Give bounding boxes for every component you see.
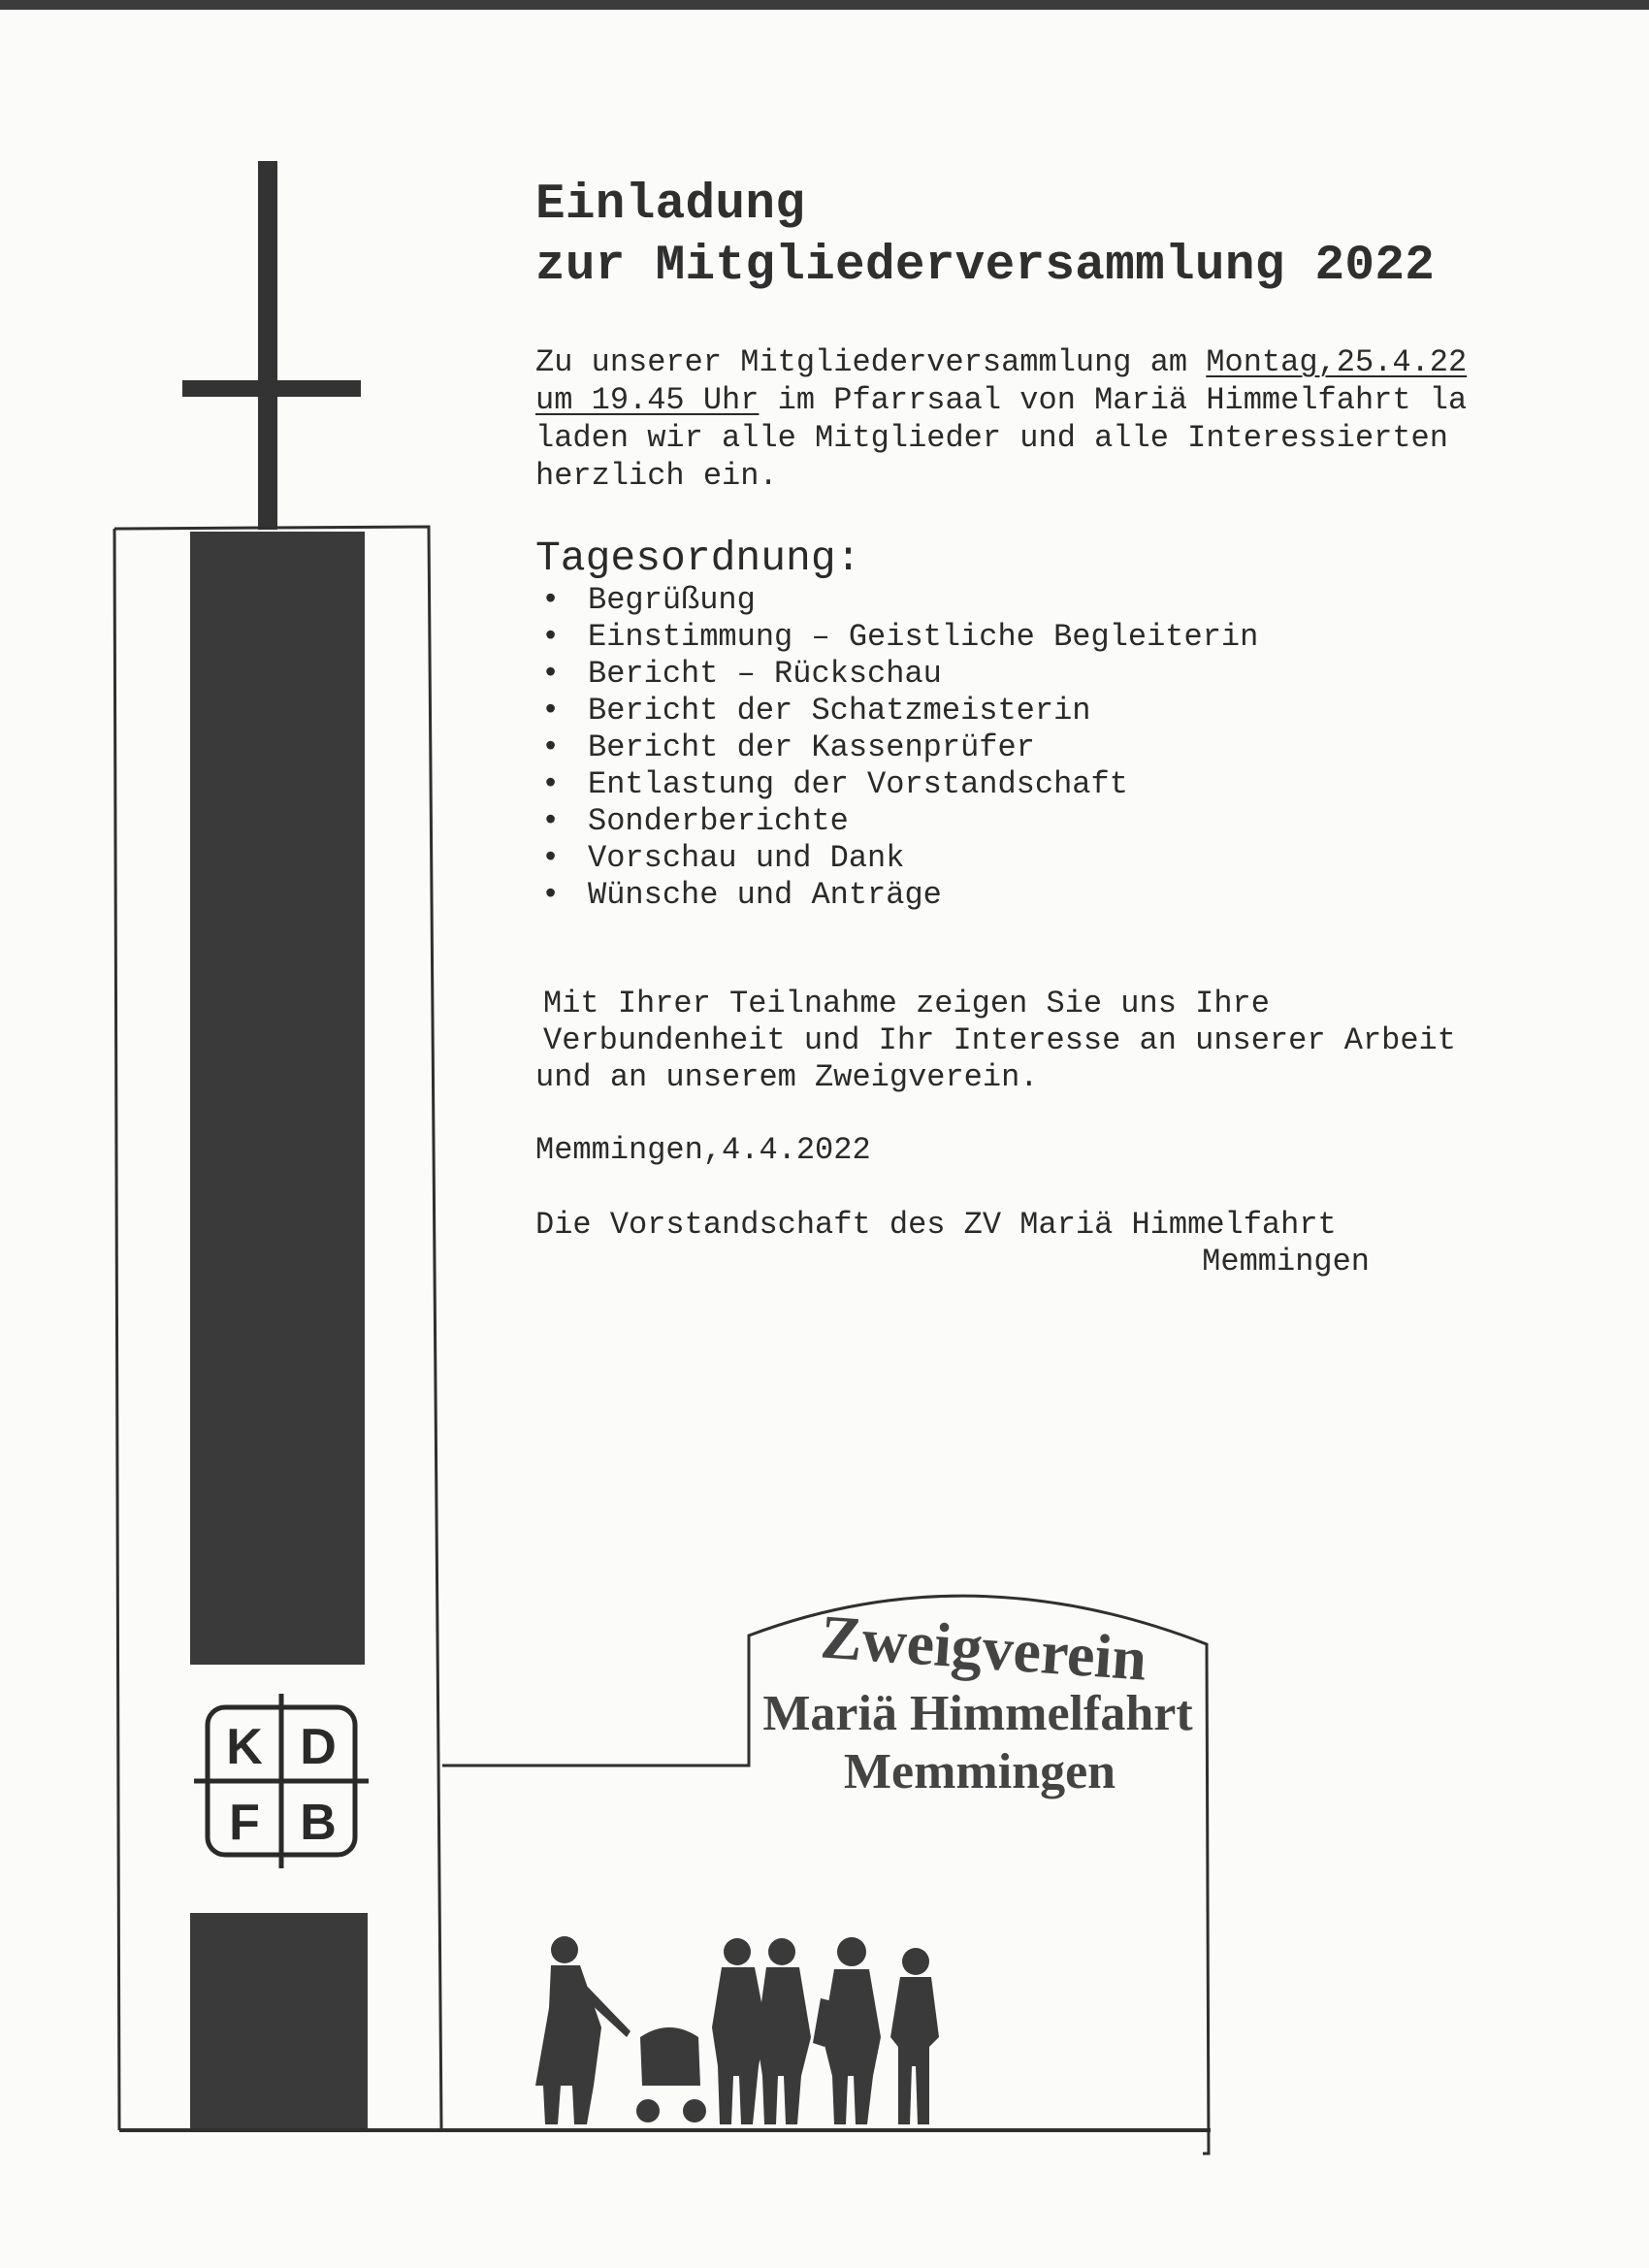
agenda-item: • Begrüßung	[535, 582, 1535, 619]
figure-woman-4	[813, 1937, 881, 2124]
intro-paragraph	[535, 343, 1535, 495]
kdfb-letter-b: B	[300, 1795, 337, 1851]
signature-line-2: Memmingen	[1202, 1244, 1370, 1280]
kdfb-letter-d: D	[300, 1719, 337, 1775]
figure-woman-5	[890, 1948, 939, 2124]
agenda-item: • Bericht der Schatzmeisterin	[535, 693, 1535, 729]
zweigverein-sign	[762, 1602, 1193, 1799]
agenda-heading: Tagesordnung:	[535, 535, 861, 582]
sign-line-zweigverein: Zweigverein	[818, 1602, 1149, 1694]
intro-text-start: Zu unserer Mitgliederversammlung am	[535, 344, 1207, 380]
people-silhouettes	[535, 1936, 939, 2124]
kdfb-badge	[194, 1694, 369, 1868]
closing-line-3: und an unserem Zweigverein.	[535, 1059, 1039, 1095]
figure-woman-with-pram	[535, 1936, 706, 2124]
intro-line-3: laden wir alle Mitglieder und alle Interessierten	[535, 420, 1448, 456]
tower-door	[190, 1913, 368, 2128]
closing-paragraph	[535, 986, 1535, 1096]
agenda-item: • Bericht – Rückschau	[535, 656, 1535, 693]
agenda-item: • Bericht der Kassenprüfer	[535, 729, 1535, 766]
signature-line-1: Die Vorstandschaft des ZV Mariä Himmelfahrt	[535, 1207, 1337, 1243]
place-date: Memmingen,4.4.2022	[535, 1132, 871, 1168]
tower-window-upper	[190, 532, 365, 1665]
sign-line-maria-himmelfahrt: Mariä Himmelfahrt	[762, 1686, 1193, 1741]
signature	[535, 1207, 1370, 1280]
cross-icon	[182, 161, 361, 530]
page-title	[535, 175, 1535, 297]
invitation-text	[535, 175, 1535, 1280]
kdfb-letter-k: K	[226, 1719, 263, 1775]
agenda-item: • Sonderberichte	[535, 803, 1535, 840]
sign-line-memmingen: Memmingen	[843, 1744, 1116, 1799]
title-line-2: zur Mitgliederversammlung 2022	[535, 239, 1436, 294]
title-line-1: Einladung	[535, 178, 806, 233]
meeting-date: Montag,25.4.22	[1206, 344, 1468, 380]
intro-location: im Pfarrsaal von Mariä Himmelfahrt la	[759, 382, 1468, 418]
figure-woman-3	[757, 1938, 811, 2124]
agenda-list	[535, 582, 1535, 914]
intro-line-4: herzlich ein.	[535, 458, 778, 494]
agenda-item: • Einstimmung – Geistliche Begleiterin	[535, 619, 1535, 656]
closing-line-2: Verbundenheit und Ihr Interesse an unserer Arbeit	[543, 1022, 1456, 1058]
meeting-time: um 19.45 Uhr	[535, 382, 760, 418]
agenda-item: • Entlastung der Vorstandschaft	[535, 766, 1535, 803]
agenda-item: • Vorschau und Dank	[535, 840, 1535, 877]
agenda-item: • Wünsche und Anträge	[535, 877, 1535, 914]
closing-line-1: Mit Ihrer Teilnahme zeigen Sie uns Ihre	[543, 986, 1270, 1021]
kdfb-letter-f: F	[229, 1795, 260, 1851]
